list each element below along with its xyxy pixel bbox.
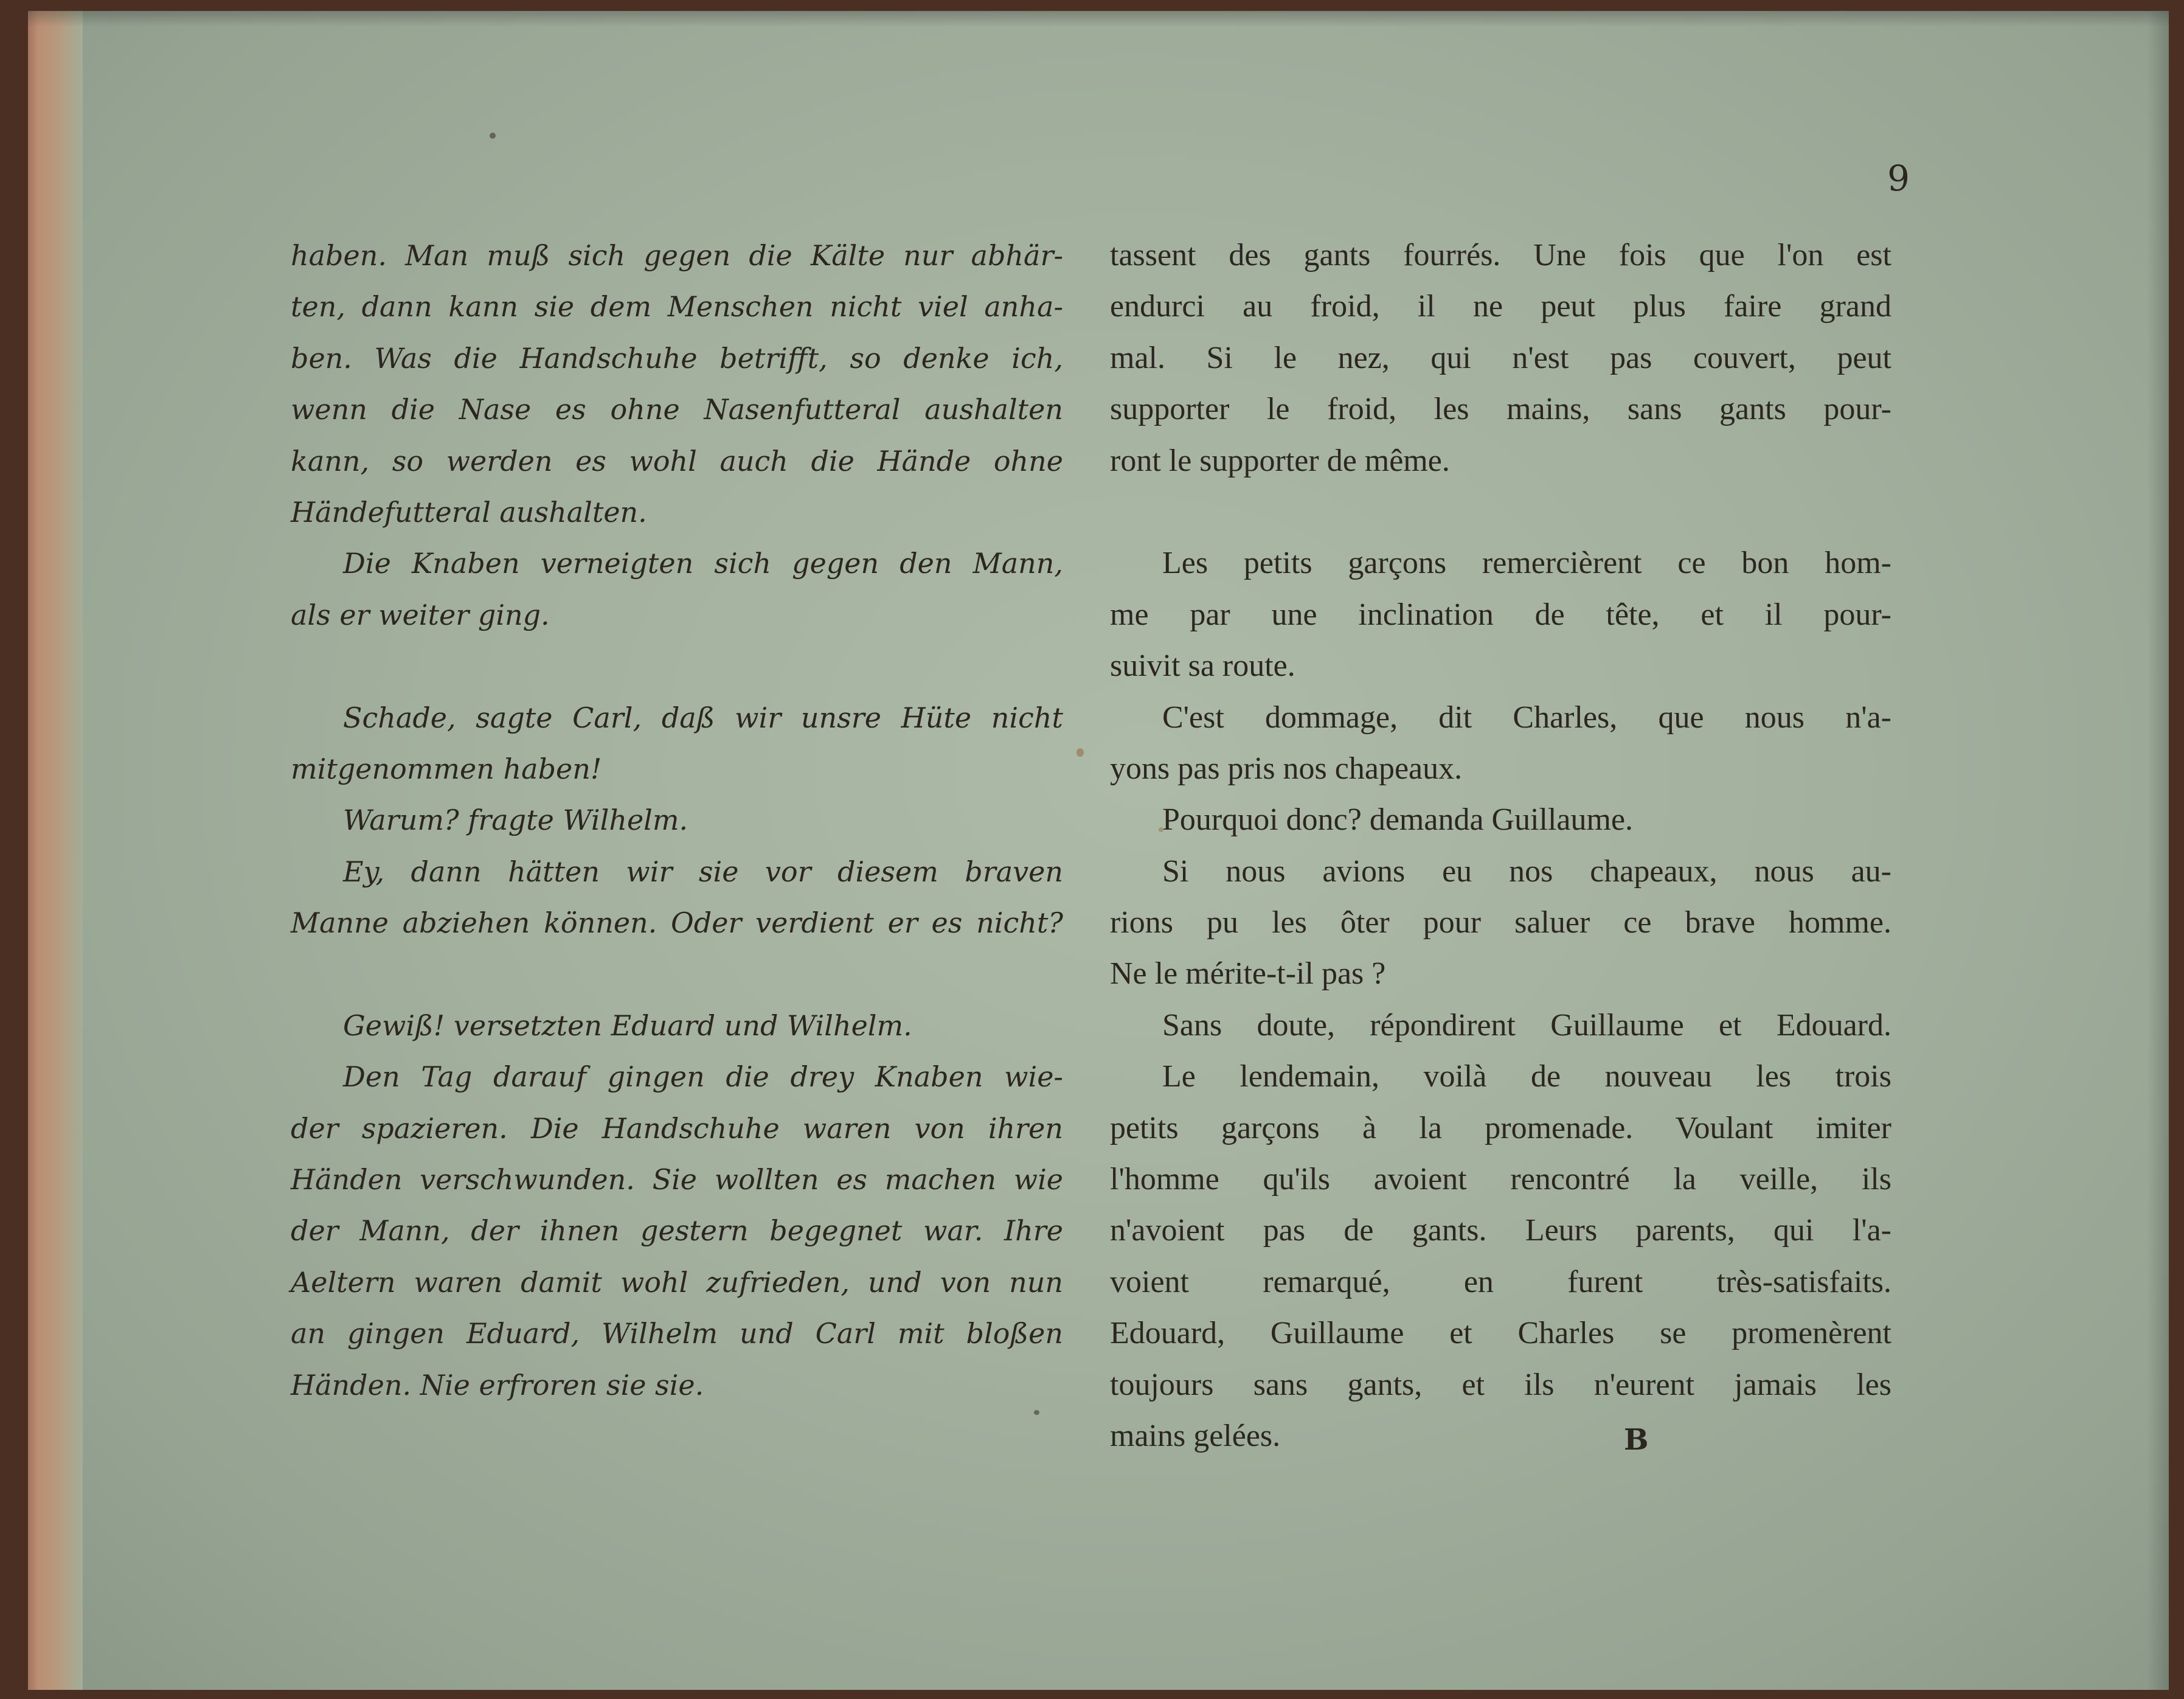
paper-speck <box>1034 1410 1039 1415</box>
french-line: l'homme qu'ils avoient rencontré la veille, ils <box>1110 1162 1891 1197</box>
french-line: suivit sa route. <box>1110 648 1295 684</box>
german-line: wenn die Nase es ohne Nasenfutteral aushalten <box>291 393 1063 426</box>
french-line: toujours sans gants, et ils n'eurent jamais les <box>1110 1367 1891 1402</box>
french-line: Sans doute, répondirent Guillaume et Edouard. <box>1162 1007 1891 1043</box>
french-line: Edouard, Guillaume et Charles se promenèrent <box>1110 1316 1891 1351</box>
german-line: der spazieren. Die Handschuhe waren von ihren <box>291 1111 1063 1145</box>
french-line: C'est dommage, dit Charles, que nous n'a- <box>1162 700 1891 735</box>
page-right-edge <box>2147 11 2169 1690</box>
french-blank-line <box>1110 487 1891 538</box>
german-line: an gingen Eduard, Wilhelm und Carl mit bloßen <box>291 1317 1063 1350</box>
german-line: Die Knaben verneigten sich gegen den Mann, <box>343 547 1063 580</box>
german-line: mitgenommen haben! <box>291 752 602 785</box>
german-line: Den Tag darauf gingen die drey Knaben wie- <box>343 1060 1063 1094</box>
german-line: kann, so werden es wohl auch die Hände ohne <box>291 444 1063 478</box>
french-line: Pourquoi donc? demanda Guillaume. <box>1162 802 1634 838</box>
french-line: Si nous avions eu nos chapeaux, nous au- <box>1162 853 1891 889</box>
german-line: Ey, dann hätten wir sie vor diesem braven <box>343 855 1063 888</box>
page-number: 9 <box>1887 158 1910 199</box>
paper-speck <box>490 133 496 139</box>
german-line: ben. Was die Handschuhe betrifft, so denke ich, <box>291 341 1063 375</box>
french-text-column <box>1110 230 1891 1462</box>
french-line: Ne le mérite-t-il pas ? <box>1110 956 1386 992</box>
french-line: endurci au froid, il ne peut plus faire grand <box>1110 289 1891 324</box>
french-line: petits garçons à la promenade. Voulant imiter <box>1110 1110 1891 1145</box>
french-line: ront le supporter de même. <box>1110 443 1450 478</box>
french-line: yons pas pris nos chapeaux. <box>1110 751 1463 786</box>
french-line: Les petits garçons remercièrent ce bon hom- <box>1162 546 1891 581</box>
german-line: Aeltern waren damit wohl zufrieden, und von nun <box>291 1265 1063 1299</box>
french-line: supporter le froid, les mains, sans gants pour- <box>1110 392 1891 427</box>
german-line: Gewiß! versetzten Eduard und Wilhelm. <box>343 1009 912 1042</box>
german-line: Warum? fragte Wilhelm. <box>343 804 688 837</box>
page-top-shadow <box>28 11 2169 27</box>
french-line: n'avoient pas de gants. Leurs parents, qui l'a- <box>1110 1213 1891 1248</box>
paper-speck <box>1076 748 1084 757</box>
german-line: Händen verschwunden. Sie wollten es machen wie <box>291 1163 1063 1197</box>
german-line: Händen. Nie erfroren sie sie. <box>291 1368 704 1402</box>
french-line: me par une inclination de tête, et il pour- <box>1110 597 1891 632</box>
german-line: der Mann, der ihnen gestern begegnet war. Ihre <box>291 1214 1063 1248</box>
french-line: rions pu les ôter pour saluer ce brave homme. <box>1110 905 1891 940</box>
german-line: haben. Man muß sich gegen die Kälte nur abhär- <box>291 239 1063 272</box>
french-line: mal. Si le nez, qui n'est pas couvert, peut <box>1110 340 1891 375</box>
german-blank-line <box>291 948 1063 999</box>
german-line: als er weiter ging. <box>291 598 550 631</box>
german-text-column <box>291 230 1063 1411</box>
signature-mark: B <box>1624 1423 1649 1457</box>
book-spine-edge <box>28 11 83 1690</box>
french-line: tassent des gants fourrés. Une fois que l'on est <box>1110 238 1891 273</box>
german-line: Manne abziehen können. Oder verdient er es nicht? <box>291 906 1063 940</box>
french-line: voient remarqué, en furent très-satisfaits. <box>1110 1264 1891 1299</box>
french-line: Le lendemain, voilà de nouveau les trois <box>1162 1059 1891 1094</box>
french-line: mains gelées. <box>1110 1418 1281 1453</box>
german-line: ten, dann kann sie dem Menschen nicht viel anha- <box>291 290 1063 324</box>
german-line: Schade, sagte Carl, daß wir unsre Hüte nicht <box>343 701 1063 734</box>
german-blank-line <box>291 641 1063 692</box>
german-line: Händefutteral aushalten. <box>291 495 647 529</box>
